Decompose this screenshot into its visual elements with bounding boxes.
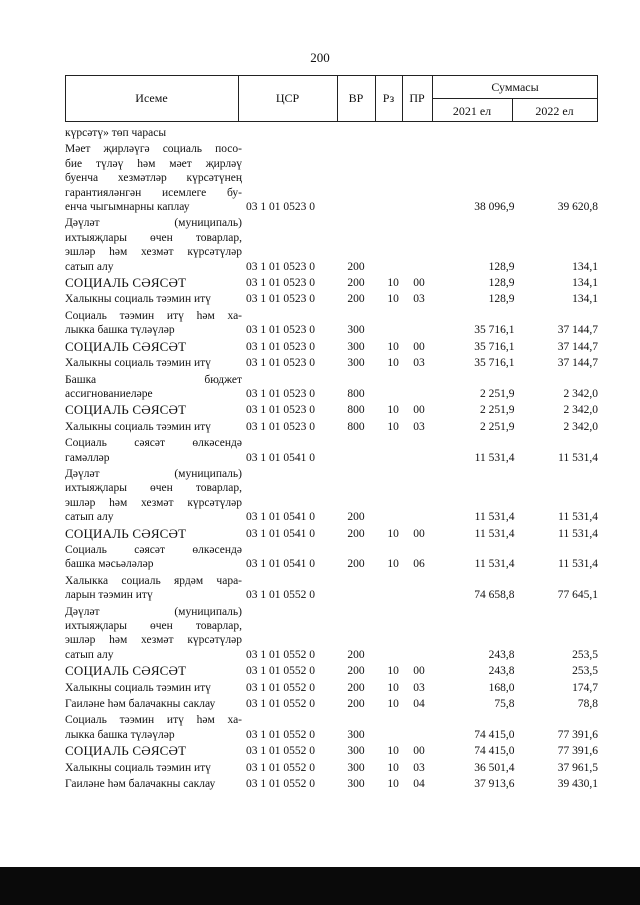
row-pr: 00 <box>413 745 425 758</box>
page-number: 200 <box>310 50 330 65</box>
row-name-line: ихтыяҗлары өчен товарлар, <box>65 231 242 244</box>
row-name-line: Социаль тәэмин итү һәм ха- <box>65 309 242 322</box>
row-name-line: эшләр һәм хезмәт күрсәтүләр <box>65 496 242 509</box>
row-vr: 200 <box>347 698 365 711</box>
row-name-line: СОЦИАЛЬ СӘЯСӘТ <box>65 743 187 759</box>
row-vr: 800 <box>347 387 365 400</box>
row-name-line: СОЦИАЛЬ СӘЯСӘТ <box>65 402 187 418</box>
row-name-line: Халыкны социаль тәэмин итү <box>65 293 211 306</box>
row-sum-2022: 77 645,1 <box>557 589 598 602</box>
row-name-line: ихтыяҗлары өчен товарлар, <box>65 482 242 495</box>
row-vr: 300 <box>347 745 365 758</box>
row-csr: 03 1 01 0541 0 <box>246 511 315 524</box>
row-sum-2021: 2 251,9 <box>479 404 515 417</box>
row-sum-2022: 39 620,8 <box>557 201 598 214</box>
scan-bottom-edge <box>0 867 640 905</box>
row-rz: 10 <box>387 665 399 678</box>
row-vr: 200 <box>347 293 365 306</box>
table-row <box>65 142 598 214</box>
row-csr: 03 1 01 0523 0 <box>246 340 315 353</box>
row-sum-2022: 11 531,4 <box>558 527 598 540</box>
row-csr: 03 1 01 0552 0 <box>246 665 315 678</box>
row-name-line: ларын тәэмин итү <box>65 589 153 602</box>
row-vr: 800 <box>347 420 365 433</box>
row-name <box>65 356 246 370</box>
row-vr: 200 <box>347 681 365 694</box>
row-sum-2021: 35 716,1 <box>474 340 515 353</box>
header-name: Исеме <box>135 91 168 105</box>
row-vr: 200 <box>347 665 365 678</box>
row-name-line: енча чыгымнарны каплау <box>65 201 190 214</box>
row-name-line: лыкка башка түләүләр <box>65 324 175 337</box>
table-row <box>65 543 598 572</box>
row-vr: 300 <box>347 728 365 741</box>
row-sum-2022: 174,7 <box>572 681 598 694</box>
row-rz: 10 <box>387 527 399 540</box>
row-csr: 03 1 01 0552 0 <box>246 778 315 791</box>
row-rz: 10 <box>387 277 399 290</box>
row-name <box>65 761 246 775</box>
row-csr: 03 1 01 0523 0 <box>246 293 315 306</box>
row-sum-2022: 11 531,4 <box>558 451 598 464</box>
row-csr: 03 1 01 0552 0 <box>246 648 315 661</box>
table-row <box>65 356 598 370</box>
table-row <box>65 126 598 140</box>
table-row <box>65 340 598 354</box>
row-name <box>65 216 246 274</box>
row-name-line: сатып алу <box>65 511 114 524</box>
row-sum-2021: 74 415,0 <box>474 745 515 758</box>
row-sum-2021: 35 716,1 <box>474 324 515 337</box>
row-vr: 300 <box>347 761 365 774</box>
row-sum-2022: 134,1 <box>572 277 598 290</box>
row-sum-2021: 2 251,9 <box>479 420 515 433</box>
row-rz: 10 <box>387 340 399 353</box>
row-name <box>65 697 246 711</box>
header-bottom-border <box>65 121 598 122</box>
table-row <box>65 292 598 306</box>
header-year-2022: 2022 ел <box>535 104 574 118</box>
row-sum-2022: 77 391,6 <box>557 745 598 758</box>
row-name <box>65 340 246 354</box>
row-sum-2021: 35 716,1 <box>474 357 515 370</box>
row-name-line: эшләр һәм хезмәт күрсәтүләр <box>65 246 242 259</box>
row-csr: 03 1 01 0523 0 <box>246 387 315 400</box>
row-name-line: Дәүләт (муниципаль) <box>65 605 242 618</box>
row-name <box>65 527 246 541</box>
row-pr: 03 <box>413 681 425 694</box>
header-csr: ЦСР <box>275 91 300 105</box>
row-name-line: башка мәсьәләләр <box>65 558 154 571</box>
row-name-line: гамәлләр <box>65 451 110 464</box>
row-rz: 10 <box>387 404 399 417</box>
table-header <box>65 75 598 121</box>
row-name-line: эшләр һәм хезмәт күрсәтүләр <box>65 634 242 647</box>
row-name <box>65 713 246 742</box>
row-name-line: СОЦИАЛЬ СӘЯСӘТ <box>65 338 187 354</box>
row-vr: 300 <box>347 778 365 791</box>
row-pr: 00 <box>413 527 425 540</box>
row-rz: 10 <box>387 558 399 571</box>
table-body <box>65 126 598 793</box>
row-name-line: Халыкны социаль тәэмин итү <box>65 420 211 433</box>
row-name-line: Халыкны социаль тәэмин итү <box>65 761 211 774</box>
row-csr: 03 1 01 0552 0 <box>246 698 315 711</box>
row-name <box>65 420 246 434</box>
row-pr: 06 <box>413 558 425 571</box>
row-sum-2021: 128,9 <box>488 293 515 306</box>
row-pr: 00 <box>413 277 425 290</box>
table-row <box>65 420 598 434</box>
row-csr: 03 1 01 0552 0 <box>246 728 315 741</box>
row-sum-2022: 11 531,4 <box>558 558 598 571</box>
row-name-line: Гаиләне һәм балачакны саклау <box>65 778 216 791</box>
row-csr: 03 1 01 0541 0 <box>246 558 315 571</box>
row-rz: 10 <box>387 357 399 370</box>
row-name <box>65 664 246 678</box>
row-name <box>65 574 246 603</box>
row-name <box>65 436 246 465</box>
row-name-line: буенча хезмәтләр күрсәтүнең <box>65 172 242 185</box>
row-rz: 10 <box>387 698 399 711</box>
row-sum-2021: 11 531,4 <box>474 511 515 524</box>
row-pr: 03 <box>413 420 425 433</box>
row-sum-2022: 253,5 <box>572 665 598 678</box>
table-row <box>65 403 598 417</box>
row-pr: 00 <box>413 404 425 417</box>
sums-divider <box>432 98 598 99</box>
row-sum-2022: 2 342,0 <box>563 420 598 433</box>
header-vr: ВР <box>348 91 364 105</box>
row-sum-2022: 134,1 <box>572 260 598 273</box>
row-name-line: Социаль тәэмин итү һәм ха- <box>65 714 242 727</box>
row-csr: 03 1 01 0523 0 <box>246 201 315 214</box>
row-rz: 10 <box>387 420 399 433</box>
table-row <box>65 467 598 525</box>
row-name-line: СОЦИАЛЬ СӘЯСӘТ <box>65 275 187 291</box>
row-name-line: Мәет җирләүгә социаль посо- <box>65 143 242 156</box>
row-pr: 00 <box>413 665 425 678</box>
row-name-line: сатып алу <box>65 260 114 273</box>
row-name <box>65 777 246 791</box>
row-sum-2022: 39 430,1 <box>557 778 598 791</box>
row-sum-2022: 78,8 <box>577 698 598 711</box>
header-sums: Суммасы <box>491 80 539 94</box>
row-name <box>65 309 246 338</box>
row-name <box>65 744 246 758</box>
row-csr: 03 1 01 0541 0 <box>246 451 315 464</box>
row-name-line: Халыкны социаль тәэмин итү <box>65 357 211 370</box>
row-rz: 10 <box>387 745 399 758</box>
table-row <box>65 574 598 603</box>
row-vr: 300 <box>347 357 365 370</box>
row-vr: 200 <box>347 277 365 290</box>
row-name-line: Социаль сәясәт өлкәсендә <box>65 543 242 556</box>
row-csr: 03 1 01 0523 0 <box>246 324 315 337</box>
row-name <box>65 681 246 695</box>
row-name-line: Халыкка социаль ярдәм чара- <box>65 574 242 587</box>
row-sum-2022: 2 342,0 <box>563 387 598 400</box>
row-name-line: Халыкны социаль тәэмин итү <box>65 681 211 694</box>
row-name-line: гарантияләнгән исемлеге бу- <box>65 186 242 199</box>
row-name-line: ихтыяҗлары өчен товарлар, <box>65 620 242 632</box>
row-sum-2022: 2 342,0 <box>563 404 598 417</box>
row-name <box>65 605 246 663</box>
row-sum-2022: 134,1 <box>572 293 598 306</box>
row-name-line: лыкка башка түләүләр <box>65 728 175 741</box>
table-row <box>65 436 598 465</box>
row-name-line: Социаль сәясәт өлкәсендә <box>65 437 242 450</box>
row-pr: 03 <box>413 761 425 774</box>
row-sum-2022: 37 144,7 <box>557 324 598 337</box>
row-sum-2022: 11 531,4 <box>558 511 598 524</box>
table-row <box>65 276 598 290</box>
table-row <box>65 309 598 338</box>
row-sum-2021: 38 096,9 <box>474 201 515 214</box>
row-sum-2021: 243,8 <box>488 648 515 661</box>
row-name-line: бие түләү һәм мәет җирләү <box>65 157 242 170</box>
row-name <box>65 543 246 572</box>
row-sum-2021: 74 658,8 <box>474 589 515 602</box>
table-row <box>65 527 598 541</box>
row-sum-2022: 37 961,5 <box>557 761 598 774</box>
row-name <box>65 403 246 417</box>
table-row <box>65 713 598 742</box>
row-sum-2021: 74 415,0 <box>474 728 515 741</box>
row-sum-2022: 37 144,7 <box>557 340 598 353</box>
table-row <box>65 697 598 711</box>
table-row <box>65 216 598 274</box>
row-name-line: Башка бюджет <box>65 373 242 386</box>
row-name <box>65 142 246 214</box>
row-sum-2021: 128,9 <box>488 277 515 290</box>
header-top-border <box>65 75 598 76</box>
row-vr: 200 <box>347 260 365 273</box>
header-rz: Рз <box>382 91 395 105</box>
row-sum-2021: 11 531,4 <box>474 558 515 571</box>
row-csr: 03 1 01 0552 0 <box>246 589 315 602</box>
table-row <box>65 744 598 758</box>
row-pr: 00 <box>413 340 425 353</box>
row-sum-2021: 2 251,9 <box>479 387 515 400</box>
row-pr: 04 <box>413 778 425 791</box>
row-pr: 03 <box>413 357 425 370</box>
row-csr: 03 1 01 0552 0 <box>246 745 315 758</box>
row-sum-2021: 75,8 <box>494 698 515 711</box>
row-vr: 300 <box>347 340 365 353</box>
row-sum-2022: 253,5 <box>572 648 598 661</box>
row-vr: 300 <box>347 324 365 337</box>
row-csr: 03 1 01 0523 0 <box>246 277 315 290</box>
header-pr: ПР <box>409 91 425 105</box>
row-name <box>65 373 246 402</box>
row-sum-2022: 37 144,7 <box>557 357 598 370</box>
row-vr: 200 <box>347 558 365 571</box>
row-name-line: сатып алу <box>65 648 114 661</box>
row-csr: 03 1 01 0523 0 <box>246 260 315 273</box>
row-name <box>65 467 246 525</box>
table-row <box>65 605 598 663</box>
table-row <box>65 761 598 775</box>
row-rz: 10 <box>387 293 399 306</box>
row-name-line: Гаиләне һәм балачакны саклау <box>65 698 216 711</box>
row-sum-2021: 11 531,4 <box>474 451 515 464</box>
row-name <box>65 292 246 306</box>
row-rz: 10 <box>387 761 399 774</box>
row-name <box>65 276 246 290</box>
row-csr: 03 1 01 0552 0 <box>246 761 315 774</box>
row-csr: 03 1 01 0552 0 <box>246 681 315 694</box>
table-row <box>65 664 598 678</box>
row-vr: 800 <box>347 404 365 417</box>
row-name-line: Дәүләт (муниципаль) <box>65 467 242 480</box>
row-csr: 03 1 01 0523 0 <box>246 404 315 417</box>
row-sum-2021: 168,0 <box>488 681 515 694</box>
row-vr: 200 <box>347 648 365 661</box>
row-pr: 04 <box>413 698 425 711</box>
row-vr: 200 <box>347 511 365 524</box>
row-sum-2021: 37 913,6 <box>474 778 515 791</box>
table-row <box>65 681 598 695</box>
row-vr: 200 <box>347 527 365 540</box>
row-sum-2021: 36 501,4 <box>474 761 515 774</box>
row-sum-2021: 128,9 <box>488 260 515 273</box>
row-name-line: ассигнованиеләре <box>65 387 153 400</box>
row-sum-2022: 77 391,6 <box>557 728 598 741</box>
row-sum-2021: 11 531,4 <box>474 527 515 540</box>
row-name-line: күрсәтү» төп чарасы <box>65 127 167 139</box>
row-name <box>65 126 246 140</box>
table-row <box>65 777 598 791</box>
row-csr: 03 1 01 0523 0 <box>246 357 315 370</box>
row-sum-2021: 243,8 <box>488 665 515 678</box>
row-name-line: Дәүләт (муниципаль) <box>65 217 242 230</box>
table-row <box>65 373 598 402</box>
row-name-line: СОЦИАЛЬ СӘЯСӘТ <box>65 663 187 679</box>
row-csr: 03 1 01 0523 0 <box>246 420 315 433</box>
row-rz: 10 <box>387 778 399 791</box>
header-year-2021: 2021 ел <box>452 104 492 118</box>
row-csr: 03 1 01 0541 0 <box>246 527 315 540</box>
row-pr: 03 <box>413 293 425 306</box>
row-name-line: СОЦИАЛЬ СӘЯСӘТ <box>65 525 187 541</box>
row-rz: 10 <box>387 681 399 694</box>
